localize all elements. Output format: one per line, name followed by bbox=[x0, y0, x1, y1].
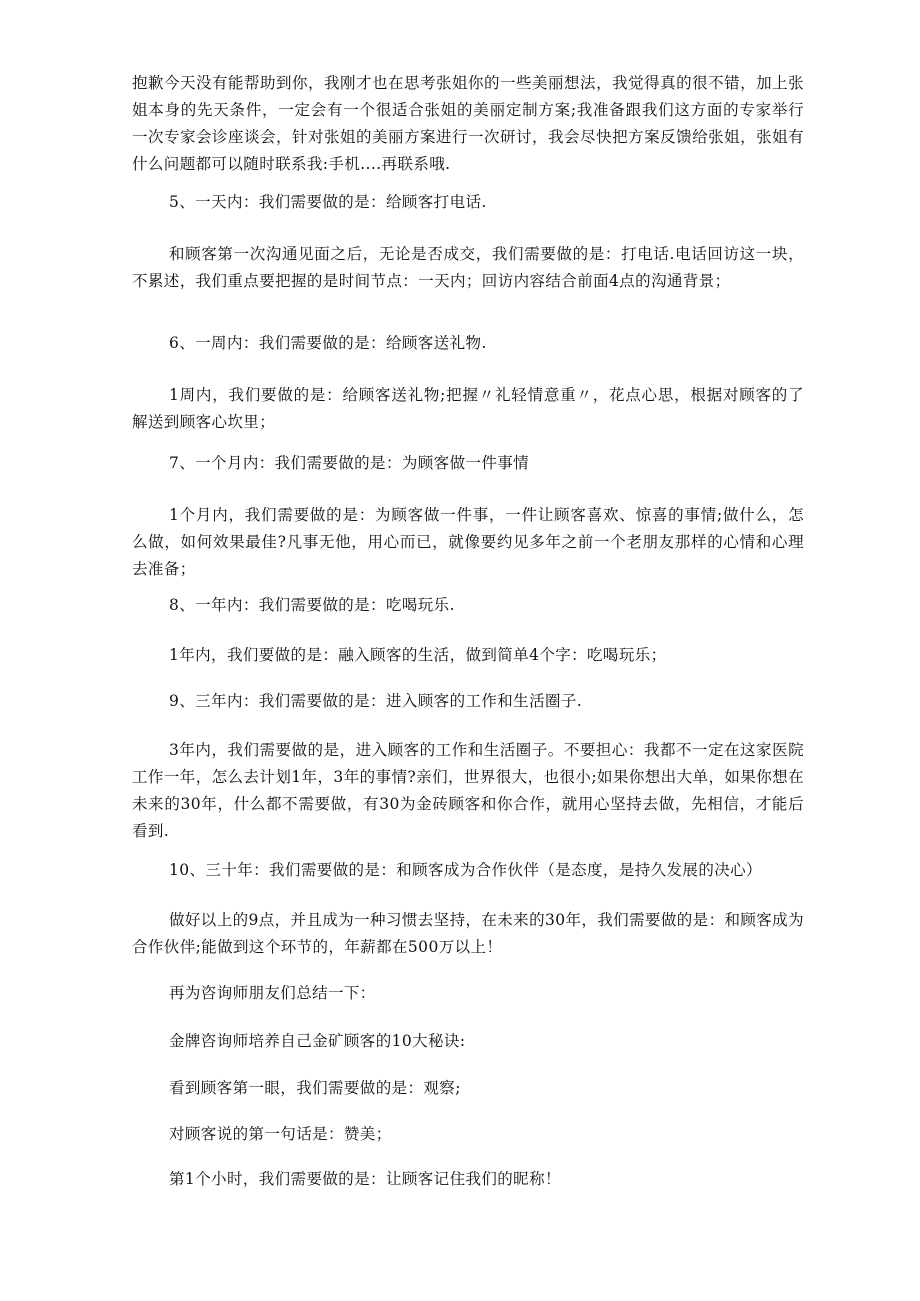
paragraph-14: 再为咨询师朋友们总结一下： bbox=[169, 984, 376, 1002]
paragraph-12-heading: 10、三十年：我们需要做的是：和顾客成为合作伙伴（是态度，是持久发展的决心） bbox=[169, 861, 762, 879]
paragraph-10-heading: 9、三年内：我们需要做的是：进入顾客的工作和生活圈子. bbox=[169, 692, 583, 710]
paragraph-3: 和顾客第一次沟通见面之后，无论是否成交，我们需要做的是：打电话.电话回访这一块，不累述，我们重点要把握的是时间节点：一天内；回访内容结合前面4点的沟通背景； bbox=[132, 245, 804, 290]
paragraph-17: 对顾客说的第一句话是：赞美； bbox=[169, 1125, 392, 1143]
paragraph-2-heading: 5、一天内：我们需要做的是：给顾客打电话. bbox=[169, 193, 487, 211]
paragraph-7: 1个月内，我们需要做的是：为顾客做一件事，一件让顾客喜欢、惊喜的事情;做什么，怎么做，如何效果最佳?凡事无他，用心而已，就像要约见多年之前一个老朋友那样的心情和心理去准备； bbox=[132, 506, 804, 578]
paragraph-11: 3年内，我们需要做的是，进入顾客的工作和生活圈子。不要担心：我都不一定在这家医院工作一年，怎么去计划1年，3年的事情?亲们，世界很大，也很小;如果你想出大单，如果你想在未来的30年，什么都不需要做，有30为金砖顾客和你合作，就用心坚持去做，先相信，才能后看到. bbox=[132, 741, 804, 840]
paragraph-16: 看到顾客第一眼，我们需要做的是：观察; bbox=[169, 1079, 461, 1097]
paragraph-9: 1年内，我们要做的是：融入顾客的生活，做到简单4个字：吃喝玩乐； bbox=[169, 646, 667, 664]
paragraph-6-heading: 7、一个月内：我们需要做的是：为顾客做一件事情 bbox=[169, 454, 530, 472]
paragraph-4-heading: 6、一周内：我们需要做的是：给顾客送礼物. bbox=[169, 334, 487, 352]
paragraph-13: 做好以上的9点，并且成为一种习惯去坚持，在未来的30年，我们需要做的是：和顾客成为合作伙伴;能做到这个环节的，年薪都在500万以上！ bbox=[132, 911, 804, 956]
paragraph-18: 第1个小时，我们需要做的是：让顾客记住我们的昵称！ bbox=[169, 1170, 561, 1188]
paragraph-5: 1周内，我们要做的是：给顾客送礼物;把握〃礼轻情意重〃，花点心思，根据对顾客的了解送到顾客心坎里； bbox=[132, 386, 804, 431]
paragraph-8-heading: 8、一年内：我们需要做的是：吃喝玩乐. bbox=[169, 596, 455, 614]
paragraph-1: 抱歉今天没有能帮助到你，我刚才也在思考张姐你的一些美丽想法，我觉得真的很不错，加上张姐本身的先天条件，一定会有一个很适合张姐的美丽定制方案;我准备跟我们这方面的专家举行一次专家会诊座谈会，针对张姐的美丽方案进行一次研讨，我会尽快把方案反馈给张姐，张姐有什么问题都可以随时联系我:手机....再联系哦. bbox=[132, 74, 804, 173]
paragraph-15: 金牌咨询师培养自己金矿顾客的10大秘诀: bbox=[169, 1032, 466, 1050]
